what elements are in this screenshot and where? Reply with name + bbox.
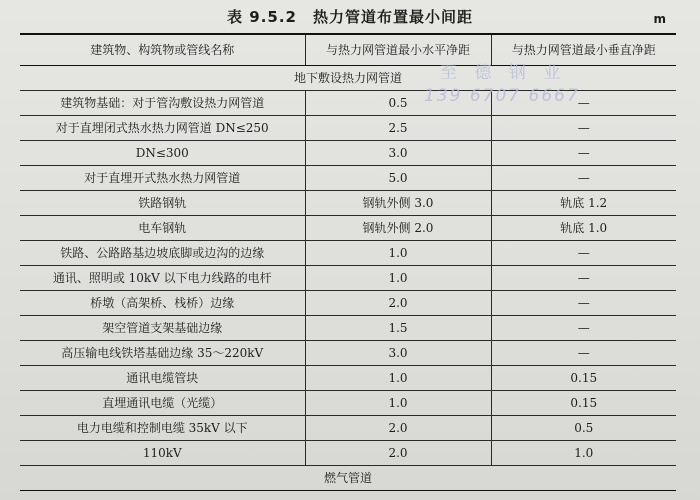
- vertical-clearance: —: [491, 340, 676, 365]
- horizontal-clearance: 2.0: [305, 440, 491, 465]
- vertical-clearance: 1.0: [491, 440, 676, 465]
- vertical-clearance: 轨底 1.0: [491, 215, 676, 240]
- horizontal-clearance: 3.0: [305, 140, 491, 165]
- row-label: 直埋通讯电缆（光缆）: [20, 390, 305, 415]
- table-row: [20, 390, 676, 415]
- table-row: [20, 240, 676, 265]
- horizontal-clearance: 钢轨外侧 2.0: [305, 215, 491, 240]
- horizontal-clearance: 钢轨外侧 3.0: [305, 190, 491, 215]
- row-label: 电力电缆和控制电缆 35kV 以下: [20, 415, 305, 440]
- vertical-clearance: —: [491, 140, 676, 165]
- table-row: [20, 315, 676, 340]
- row-label: DN≤300: [20, 140, 305, 165]
- section-row: [20, 465, 676, 490]
- section-title: 燃气管道: [20, 465, 676, 490]
- horizontal-clearance: 1.5: [305, 315, 491, 340]
- row-label: 架空管道支架基础边缘: [20, 315, 305, 340]
- column-header: 与热力网管道最小垂直净距: [491, 34, 676, 65]
- row-label: 建筑物基础：对于管沟敷设热力网管道: [20, 90, 305, 115]
- table-row: [20, 265, 676, 290]
- table-row: [20, 165, 676, 190]
- row-label: 桥墩（高架桥、栈桥）边缘: [20, 290, 305, 315]
- vertical-clearance: —: [491, 265, 676, 290]
- horizontal-clearance: 1.0: [305, 390, 491, 415]
- vertical-clearance: —: [491, 165, 676, 190]
- table-row: [20, 440, 676, 465]
- vertical-clearance: 0.15: [491, 390, 676, 415]
- row-label: 通讯、照明或 10kV 以下电力线路的电杆: [20, 265, 305, 290]
- table-header-row: [20, 34, 676, 65]
- column-header: 建筑物、构筑物或管线名称: [20, 34, 305, 65]
- horizontal-clearance: 1.0: [305, 240, 491, 265]
- row-label: 通讯电缆管块: [20, 365, 305, 390]
- table-row: [20, 115, 676, 140]
- horizontal-clearance: 1.0: [305, 365, 491, 390]
- vertical-clearance: —: [491, 240, 676, 265]
- row-label: 对于直埋闭式热水热力网管道 DN≤250: [20, 115, 305, 140]
- table-row: [20, 365, 676, 390]
- row-label: 对于直埋开式热水热力网管道: [20, 165, 305, 190]
- watermark: [424, 62, 580, 108]
- section-title: 地下敷设热力网管道: [20, 65, 676, 90]
- table-row: [20, 190, 676, 215]
- vertical-clearance: 0.15: [491, 365, 676, 390]
- column-header: 与热力网管道最小水平净距: [305, 34, 491, 65]
- horizontal-clearance: 0.5: [305, 90, 491, 115]
- vertical-clearance: —: [491, 315, 676, 340]
- table-row: [20, 290, 676, 315]
- watermark-line: 139 6707 6667: [424, 86, 580, 106]
- vertical-clearance: —: [491, 90, 676, 115]
- unit-label: m: [653, 12, 666, 26]
- row-label: 铁路钢轨: [20, 190, 305, 215]
- vertical-clearance: —: [491, 290, 676, 315]
- table-row: [20, 340, 676, 365]
- horizontal-clearance: 5.0: [305, 165, 491, 190]
- row-label: 110kV: [20, 440, 305, 465]
- table-row: [20, 415, 676, 440]
- watermark-line: 至 德 钢 业: [440, 63, 567, 83]
- table-caption: 表 9.5.2 热力管道布置最小间距: [227, 8, 473, 26]
- vertical-clearance: 轨底 1.2: [491, 190, 676, 215]
- row-label: 高压输电线铁塔基础边缘 35～220kV: [20, 340, 305, 365]
- horizontal-clearance: 3.0: [305, 340, 491, 365]
- horizontal-clearance: 2.0: [305, 290, 491, 315]
- horizontal-clearance: 2.0: [305, 415, 491, 440]
- horizontal-clearance: 1.0: [305, 265, 491, 290]
- table-row: [20, 215, 676, 240]
- vertical-clearance: 0.5: [491, 415, 676, 440]
- horizontal-clearance: 2.5: [305, 115, 491, 140]
- row-label: 铁路、公路路基边坡底脚或边沟的边缘: [20, 240, 305, 265]
- vertical-clearance: —: [491, 115, 676, 140]
- row-label: 电车钢轨: [20, 215, 305, 240]
- table-row: [20, 140, 676, 165]
